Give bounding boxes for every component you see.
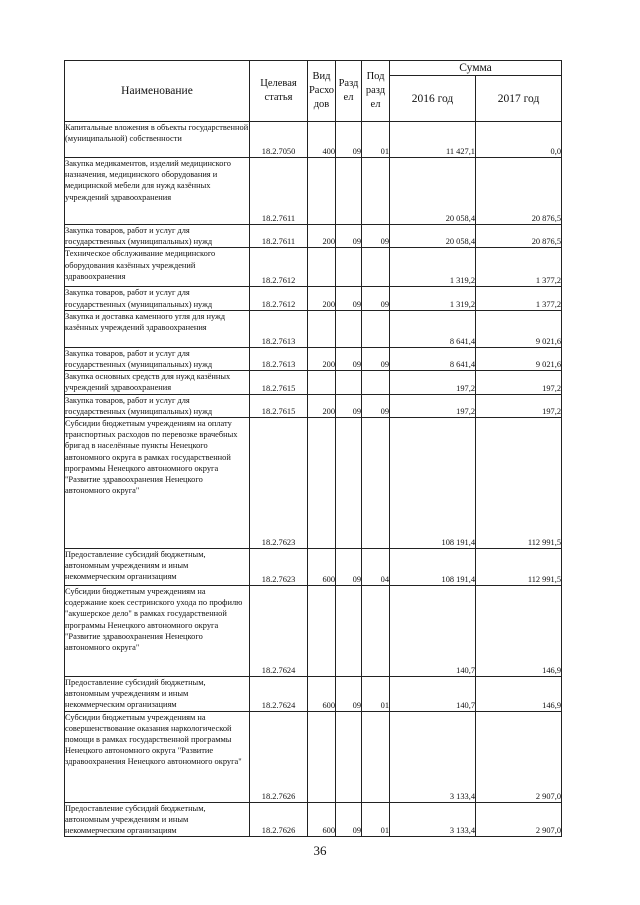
row-amount-2017: 0,0 (476, 122, 562, 158)
row-section (336, 158, 362, 225)
row-subsection (362, 310, 390, 347)
row-section: 09 (336, 347, 362, 370)
row-name: Закупка товаров, работ и услуг для государственных (муниципальных) нужд (65, 287, 250, 310)
header-target: Целевая статья (250, 61, 308, 122)
header-type: Вид Расхо дов (308, 61, 336, 122)
table-row (65, 248, 562, 287)
row-section: 09 (336, 225, 362, 248)
row-amount-2017: 9 021,6 (476, 347, 562, 370)
row-name: Закупка основных средств для нужд казённых учреждений здравоохранения (65, 371, 250, 394)
row-target: 18.2.7611 (250, 158, 308, 225)
row-amount-2017: 1 377,2 (476, 287, 562, 310)
row-type: 600 (308, 677, 336, 712)
row-amount-2017: 20 876,5 (476, 225, 562, 248)
header-row-top (65, 61, 562, 76)
table-row (65, 586, 562, 677)
row-name: Закупка и доставка каменного угля для нужд казённых учреждений здравоохранения (65, 310, 250, 347)
row-amount-2017: 112 991,5 (476, 418, 562, 549)
row-type (308, 418, 336, 549)
row-name: Предоставление субсидий бюджетным, автономным учреждениям и иным некоммерческим организациям (65, 677, 250, 712)
row-subsection: 09 (362, 394, 390, 417)
row-amount-2016: 8 641,4 (390, 310, 476, 347)
row-target: 18.2.7612 (250, 248, 308, 287)
row-amount-2017: 146,9 (476, 677, 562, 712)
row-type (308, 310, 336, 347)
header-year-2016: 2016 год (390, 76, 476, 122)
row-name: Закупка товаров, работ и услуг для государственных (муниципальных) нужд (65, 225, 250, 248)
row-section: 09 (336, 677, 362, 712)
row-section (336, 310, 362, 347)
table-row (65, 347, 562, 370)
row-name: Предоставление субсидий бюджетным, автономным учреждениям и иным некоммерческим организациям (65, 549, 250, 586)
row-subsection (362, 248, 390, 287)
row-amount-2016: 197,2 (390, 371, 476, 394)
row-target: 18.2.7615 (250, 371, 308, 394)
row-amount-2017: 9 021,6 (476, 310, 562, 347)
row-subsection: 09 (362, 347, 390, 370)
row-amount-2016: 108 191,4 (390, 418, 476, 549)
header-section: Разд ел (336, 61, 362, 122)
row-subsection: 01 (362, 677, 390, 712)
row-section (336, 586, 362, 677)
row-amount-2017: 146,9 (476, 586, 562, 677)
row-type (308, 371, 336, 394)
table-row (65, 394, 562, 417)
row-amount-2016: 140,7 (390, 677, 476, 712)
row-subsection (362, 418, 390, 549)
row-amount-2016: 20 058,4 (390, 225, 476, 248)
row-section: 09 (336, 549, 362, 586)
row-section (336, 418, 362, 549)
page-number: 36 (313, 843, 327, 858)
table-row (65, 122, 562, 158)
row-subsection: 01 (362, 802, 390, 837)
row-subsection: 01 (362, 122, 390, 158)
row-target: 18.2.7615 (250, 394, 308, 417)
row-name: Закупка товаров, работ и услуг для государственных (муниципальных) нужд (65, 394, 250, 417)
row-amount-2016: 108 191,4 (390, 549, 476, 586)
row-target: 18.2.7623 (250, 418, 308, 549)
row-type (308, 586, 336, 677)
row-name: Закупка медикаментов, изделий медицинского назначения, медицинского оборудования и медицинской мебели для нужд казённых учреждений здравоохранения (65, 158, 250, 225)
table-row (65, 287, 562, 310)
row-name: Субсидии бюджетным учреждениям на совершенствование оказания наркологической помощи в рамках государственной программы Ненецкого автономного округа "Развитие здравоохранения Ненецкого автономного округа" (65, 711, 250, 802)
row-name: Капитальные вложения в объекты государственной (муниципальной) собственности (65, 122, 250, 158)
row-name: Техническое обслуживание медицинского оборудования казённых учреждений здравоохранения (65, 248, 250, 287)
table-row (65, 711, 562, 802)
row-name: Предоставление субсидий бюджетным, автономным учреждениям и иным некоммерческим организациям (65, 802, 250, 837)
row-amount-2016: 1 319,2 (390, 248, 476, 287)
budget-table (64, 60, 562, 837)
row-type: 200 (308, 287, 336, 310)
table-row (65, 225, 562, 248)
row-target: 18.2.7612 (250, 287, 308, 310)
row-amount-2017: 20 876,5 (476, 158, 562, 225)
row-amount-2016: 1 319,2 (390, 287, 476, 310)
row-section (336, 371, 362, 394)
row-amount-2017: 197,2 (476, 394, 562, 417)
table-row (65, 549, 562, 586)
row-section: 09 (336, 122, 362, 158)
table-row (65, 158, 562, 225)
row-type: 600 (308, 802, 336, 837)
row-target: 18.2.7624 (250, 586, 308, 677)
row-target: 18.2.7624 (250, 677, 308, 712)
row-section: 09 (336, 287, 362, 310)
row-amount-2016: 3 133,4 (390, 802, 476, 837)
row-subsection: 09 (362, 287, 390, 310)
row-section: 09 (336, 394, 362, 417)
header-sum: Сумма (390, 61, 562, 76)
row-amount-2016: 20 058,4 (390, 158, 476, 225)
row-type: 200 (308, 394, 336, 417)
row-amount-2017: 197,2 (476, 371, 562, 394)
row-target: 18.2.7613 (250, 310, 308, 347)
row-name: Закупка товаров, работ и услуг для государственных (муниципальных) нужд (65, 347, 250, 370)
table-row (65, 371, 562, 394)
row-target: 18.2.7611 (250, 225, 308, 248)
table-row (65, 802, 562, 837)
row-subsection (362, 158, 390, 225)
row-amount-2017: 1 377,2 (476, 248, 562, 287)
row-type (308, 248, 336, 287)
table-row (65, 677, 562, 712)
row-amount-2017: 2 907,0 (476, 802, 562, 837)
row-amount-2017: 2 907,0 (476, 711, 562, 802)
row-type: 200 (308, 225, 336, 248)
row-section (336, 248, 362, 287)
row-subsection: 09 (362, 225, 390, 248)
row-target: 18.2.7613 (250, 347, 308, 370)
row-subsection (362, 371, 390, 394)
row-amount-2016: 11 427,1 (390, 122, 476, 158)
row-subsection (362, 586, 390, 677)
row-amount-2016: 197,2 (390, 394, 476, 417)
row-type (308, 711, 336, 802)
row-type (308, 158, 336, 225)
row-name: Субсидии бюджетным учреждениям на содержание коек сестринского ухода по профилю "акушерское дело" в рамках государственной программы Ненецкого автономного округа "Развитие здравоохранения Ненецкого автономного округа" (65, 586, 250, 677)
header-subsection: Под разд ел (362, 61, 390, 122)
row-subsection: 04 (362, 549, 390, 586)
row-section: 09 (336, 802, 362, 837)
row-name: Субсидии бюджетным учреждениям на оплату транспортных расходов по перевозке врачебных бригад в населённые пункты Ненецкого автономного округа в рамках государственной программы Ненецкого автономного округа "Развитие здравоохранения Ненецкого автономного округа" (65, 418, 250, 549)
row-target: 18.2.7626 (250, 711, 308, 802)
row-amount-2016: 8 641,4 (390, 347, 476, 370)
row-section (336, 711, 362, 802)
row-target: 18.2.7623 (250, 549, 308, 586)
table-body (65, 122, 562, 837)
row-target: 18.2.7050 (250, 122, 308, 158)
row-amount-2016: 140,7 (390, 586, 476, 677)
header-name: Наименование (65, 61, 250, 122)
row-subsection (362, 711, 390, 802)
row-amount-2016: 3 133,4 (390, 711, 476, 802)
row-type: 600 (308, 549, 336, 586)
header-year-2017: 2017 год (476, 76, 562, 122)
row-type: 400 (308, 122, 336, 158)
row-amount-2017: 112 991,5 (476, 549, 562, 586)
table-row (65, 418, 562, 549)
row-target: 18.2.7626 (250, 802, 308, 837)
table-row (65, 310, 562, 347)
row-type: 200 (308, 347, 336, 370)
